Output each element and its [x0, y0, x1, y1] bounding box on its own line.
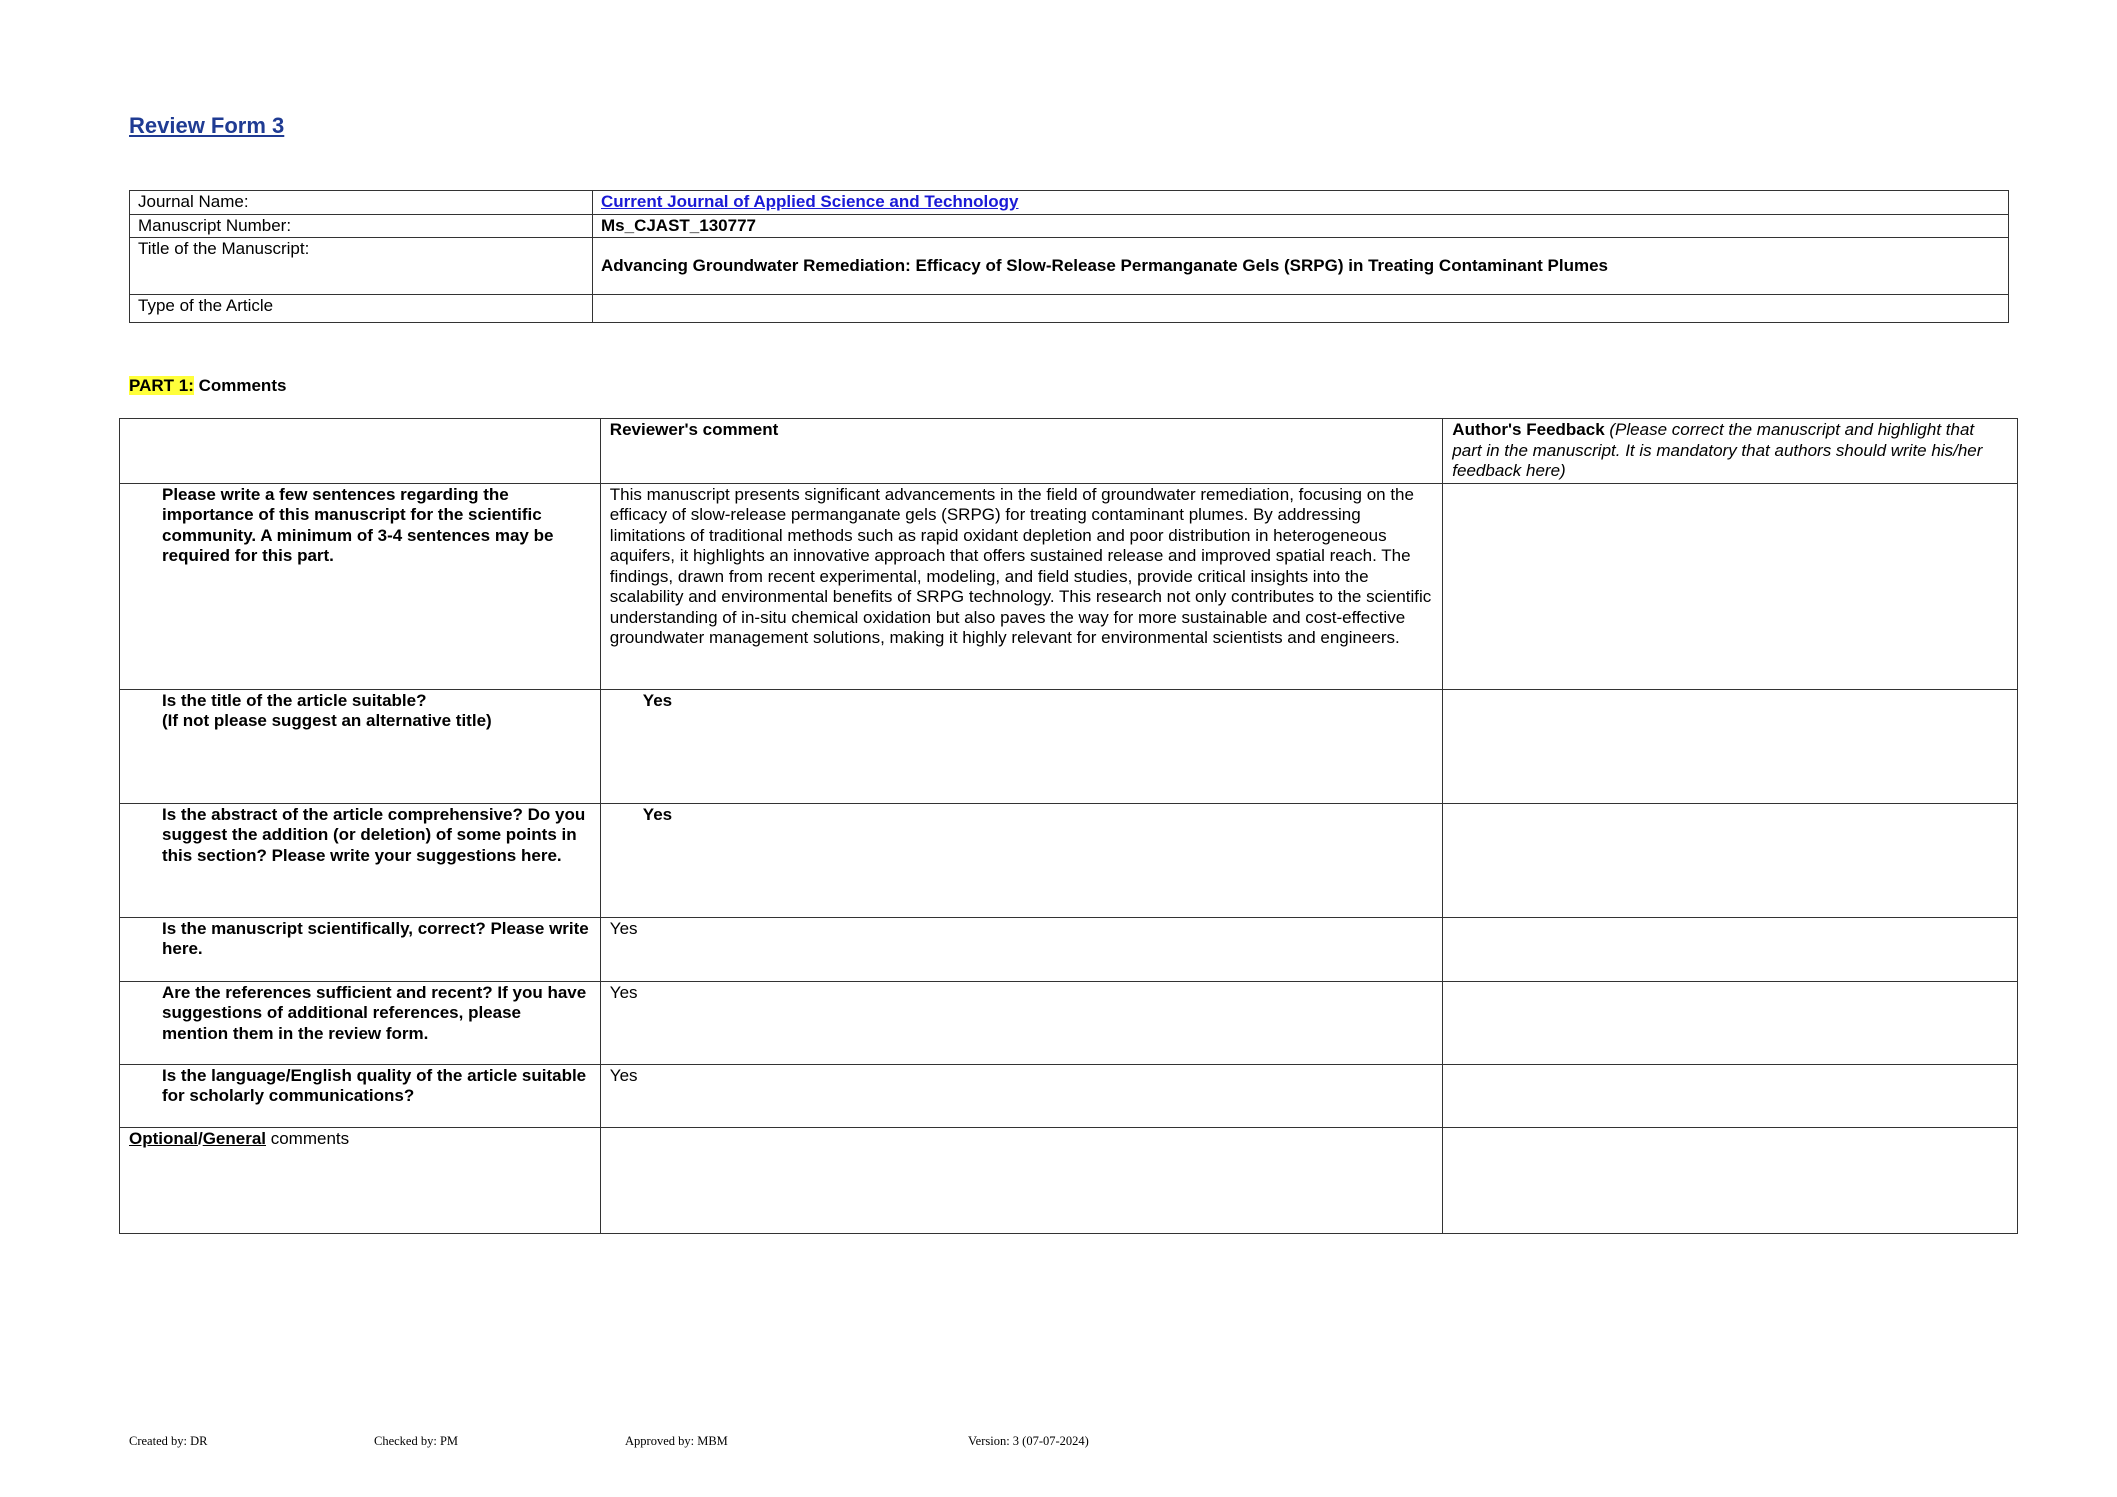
footer-created: Created by: DR — [129, 1434, 208, 1448]
part1-heading — [129, 376, 286, 396]
question-title-line1: Is the title of the article suitable? — [162, 690, 427, 710]
author-feedback-header — [1443, 419, 2018, 484]
form-title: Review Form 3 — [129, 113, 285, 138]
optional-general-label — [120, 1127, 601, 1233]
author-feedback-language[interactable] — [1443, 1064, 2018, 1127]
optional-slash: / — [197, 1128, 203, 1148]
author-feedback-importance[interactable] — [1443, 483, 2018, 689]
general-word: General — [202, 1128, 266, 1148]
author-feedback-title: Author's Feedback — [1452, 420, 1605, 439]
question-title — [120, 689, 601, 803]
manuscript-number-row — [130, 214, 2009, 238]
reviewer-comment-language[interactable]: Yes — [600, 1064, 1443, 1127]
question-abstract: Is the abstract of the article comprehensive? Do you suggest the addition (or deletion) of some points in this section? Please write your suggestions here. — [120, 803, 601, 917]
comments-header-row — [120, 419, 2018, 484]
article-type-value — [593, 295, 2009, 323]
question-scientific: Is the manuscript scientifically, correct? Please write here. — [120, 917, 601, 981]
footer-checked: Checked by: PM — [374, 1434, 459, 1448]
footer-approved: Approved by: MBM — [625, 1434, 728, 1448]
comments-table — [119, 418, 2018, 1234]
question-references: Are the references sufficient and recent? If you have suggestions of additional references, please mention them in the review form. — [120, 981, 601, 1064]
journal-value-cell — [593, 191, 2009, 215]
comment-row-importance — [120, 483, 2018, 689]
question-title-line2: (If not please suggest an alternative title) — [162, 711, 492, 730]
author-feedback-scientific[interactable] — [1443, 917, 2018, 981]
manuscript-number-label: Manuscript Number: — [130, 214, 593, 238]
comment-row-abstract — [120, 803, 2018, 917]
manuscript-title-value: Advancing Groundwater Remediation: Efficacy of Slow-Release Permanganate Gels (SRPG) in Treating Contaminant Plumes — [593, 238, 2009, 295]
question-language: Is the language/English quality of the article suitable for scholarly communications? — [120, 1064, 601, 1127]
part1-label: PART 1: — [129, 376, 194, 395]
reviewer-comment-optional[interactable] — [600, 1127, 1443, 1233]
reviewer-comment-importance[interactable]: This manuscript presents significant advancements in the field of groundwater remediation, focusing on the efficacy of slow-release permanganate gels (SRPG) for treating contaminant plumes. By addressing limitations of traditional methods such as rapid oxidant depletion and poor distribution in heterogeneous aquifers, it highlights an innovative approach that offers sustained release and improved spatial reach. The findings, drawn from recent experimental, modeling, and field studies, provide critical insights into the scalability and environmental benefits of SRPG technology. This research not only contributes to the scientific understanding of in-situ chemical oxidation but also paves the way for more sustainable and cost-effective groundwater management solutions, making it highly relevant for environmental scientists and engineers. — [600, 483, 1443, 689]
comment-row-scientific — [120, 917, 2018, 981]
reviewer-comment-header: Reviewer's comment — [600, 419, 1443, 484]
part1-title: Comments — [193, 376, 287, 395]
author-feedback-optional[interactable] — [1443, 1127, 2018, 1233]
reviewer-comment-abstract[interactable]: Yes — [600, 803, 1443, 917]
article-type-label: Type of the Article — [130, 295, 593, 323]
reviewer-comment-title[interactable]: Yes — [600, 689, 1443, 803]
manuscript-number-value: Ms_CJAST_130777 — [593, 214, 2009, 238]
journal-row — [130, 191, 2009, 215]
reviewer-comment-references[interactable]: Yes — [600, 981, 1443, 1064]
journal-link[interactable]: Current Journal of Applied Science and Technology — [601, 192, 1019, 211]
footer-version: Version: 3 (07-07-2024) — [968, 1434, 1089, 1448]
manuscript-title-row — [130, 238, 2009, 295]
comment-row-language — [120, 1064, 2018, 1127]
comment-row-references — [120, 981, 2018, 1064]
comments-word: comments — [266, 1128, 350, 1148]
optional-word: Optional — [129, 1128, 198, 1148]
manuscript-title-label: Title of the Manuscript: — [130, 238, 593, 295]
author-feedback-abstract[interactable] — [1443, 803, 2018, 917]
comment-row-optional — [120, 1127, 2018, 1233]
author-feedback-title-row[interactable] — [1443, 689, 2018, 803]
question-header-cell — [120, 419, 601, 484]
manuscript-info-table — [129, 190, 2009, 323]
author-feedback-instructions: (Please correct the manuscript and highlight that part in the manuscript. It is mandatory that authors should write his/her feedback here) — [1452, 420, 1983, 480]
article-type-row — [130, 295, 2009, 323]
author-feedback-references[interactable] — [1443, 981, 2018, 1064]
reviewer-comment-scientific[interactable]: Yes — [600, 917, 1443, 981]
comment-row-title — [120, 689, 2018, 803]
question-importance: Please write a few sentences regarding the importance of this manuscript for the scientific community. A minimum of 3-4 sentences may be required for this part. — [120, 483, 601, 689]
journal-label: Journal Name: — [130, 191, 593, 215]
